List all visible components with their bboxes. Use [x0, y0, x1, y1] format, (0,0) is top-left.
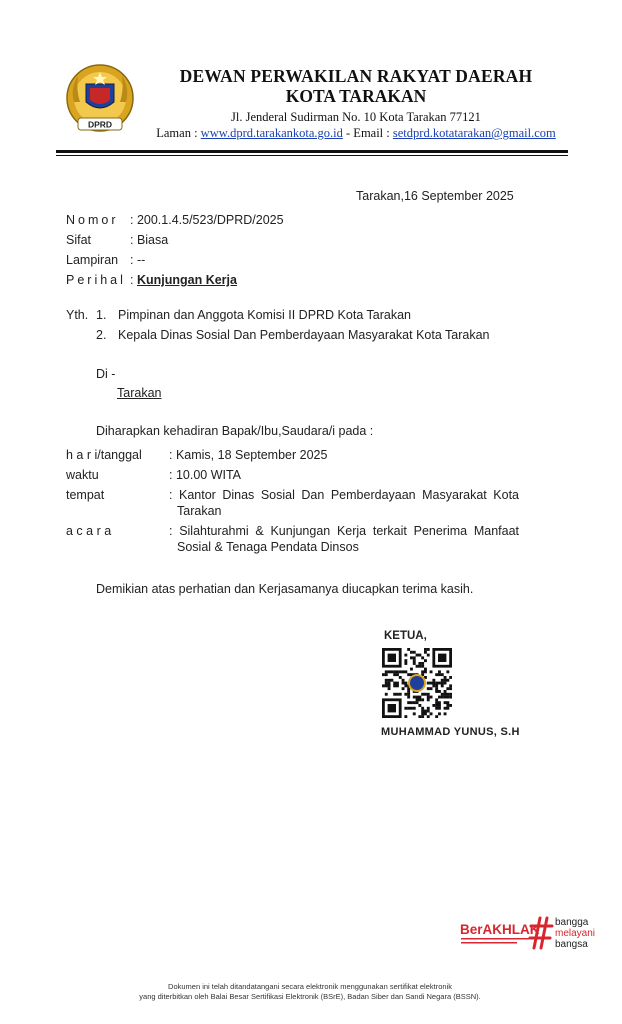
- footer-line: Dokumen ini telah ditandatangani secara elektronik menggunakan sertifikat elektronik: [168, 982, 452, 991]
- detail-row-agenda: [66, 523, 536, 555]
- meta-label: Sifat: [66, 233, 92, 247]
- recipient-text: Kepala Dinas Sosial Dan Pemberdayaan Masyarakat Kota Tarakan: [118, 328, 490, 342]
- detail-row-place: [66, 487, 536, 519]
- letterhead: [0, 0, 622, 160]
- recipient-row: [66, 327, 546, 347]
- berakhlak-logo: [460, 912, 600, 952]
- dprd-emblem-logo: [64, 62, 136, 138]
- svg-text:BerAKHLAK: BerAKHLAK: [460, 922, 540, 937]
- di-label: Di -: [96, 367, 116, 381]
- meta-label: Perihal: [66, 273, 126, 287]
- detail-value: : Kamis, 18 September 2025: [169, 448, 328, 462]
- meta-value: : --: [130, 253, 146, 267]
- subject-value: Kunjungan Kerja: [136, 273, 237, 287]
- svg-text:bangga: bangga: [555, 917, 589, 928]
- detail-value: : Kantor Dinas Sosial Dan Pemberdayaan Masyarakat Kota Tarakan: [169, 488, 519, 518]
- detail-value: : Silahturahmi & Kunjungan Kerja terkait Penerima Manfaat Sosial & Tenaga Pendata Dinsos: [169, 524, 519, 554]
- qr-code-signature: [382, 648, 452, 718]
- email-link[interactable]: setdprd.kotatarakan@gmail.com: [392, 126, 556, 140]
- svg-text:DPRD: DPRD: [87, 119, 113, 130]
- event-details: [66, 447, 536, 559]
- place-date: Tarakan,16 September 2025: [356, 189, 514, 203]
- svg-text:bangsa: bangsa: [555, 939, 588, 950]
- recipient-text: Pimpinan dan Anggota Komisi II DPRD Kota Tarakan: [118, 308, 411, 322]
- meta-label: Nomor: [66, 213, 119, 227]
- city-name: KOTA TARAKAN: [285, 86, 427, 106]
- meta-colon: :: [130, 273, 137, 287]
- detail-row-time: [66, 467, 536, 483]
- website-label: Laman :: [156, 126, 201, 140]
- header-divider-thick: [56, 150, 568, 153]
- di-city: Tarakan: [117, 386, 162, 400]
- detail-value: : 10.00 WITA: [169, 468, 242, 482]
- detail-row-date: [66, 447, 536, 463]
- address: Jl. Jenderal Sudirman No. 10 Kota Tarakan 77121: [231, 110, 481, 124]
- meta-label: Lampiran: [66, 253, 119, 267]
- email-label: - Email :: [342, 126, 393, 140]
- header-divider-thin: [56, 155, 568, 156]
- meta-value: [130, 272, 237, 288]
- meta-value: : Biasa: [130, 233, 169, 247]
- institution-name: DEWAN PERWAKILAN RAKYAT DAERAH: [179, 66, 533, 86]
- intro-text: Diharapkan kehadiran Bapak/Ibu,Saudara/i pada :: [96, 424, 374, 438]
- detail-label: a c a r a: [66, 524, 112, 538]
- letterhead-text: [146, 66, 566, 141]
- detail-label: h a r i/tanggal: [66, 448, 142, 462]
- recipient-number: 1.: [96, 308, 107, 322]
- yth-label: Yth.: [66, 308, 89, 322]
- signatory-title: KETUA,: [384, 630, 427, 642]
- contact-line: [146, 125, 566, 141]
- recipient-number: 2.: [96, 328, 107, 342]
- e-signature-footer: [60, 982, 560, 1002]
- signatory-name: MUHAMMAD YUNUS, S.H: [381, 726, 520, 738]
- recipient-row: [66, 307, 546, 327]
- meta-value: : 200.1.4.5/523/DPRD/2025: [130, 213, 284, 227]
- website-link[interactable]: www.dprd.tarakankota.go.id: [200, 126, 343, 140]
- closing-text: Demikian atas perhatian dan Kerjasamanya diucapkan terima kasih.: [96, 582, 474, 596]
- recipients: [66, 307, 546, 347]
- footer-line: yang diterbitkan oleh Balai Besar Sertifikasi Elektronik (BSrE), Badan Siber dan Sandi Negara (BSSN).: [139, 992, 481, 1001]
- detail-label: waktu: [66, 468, 99, 482]
- svg-text:melayani: melayani: [555, 928, 596, 939]
- detail-label: tempat: [66, 488, 105, 502]
